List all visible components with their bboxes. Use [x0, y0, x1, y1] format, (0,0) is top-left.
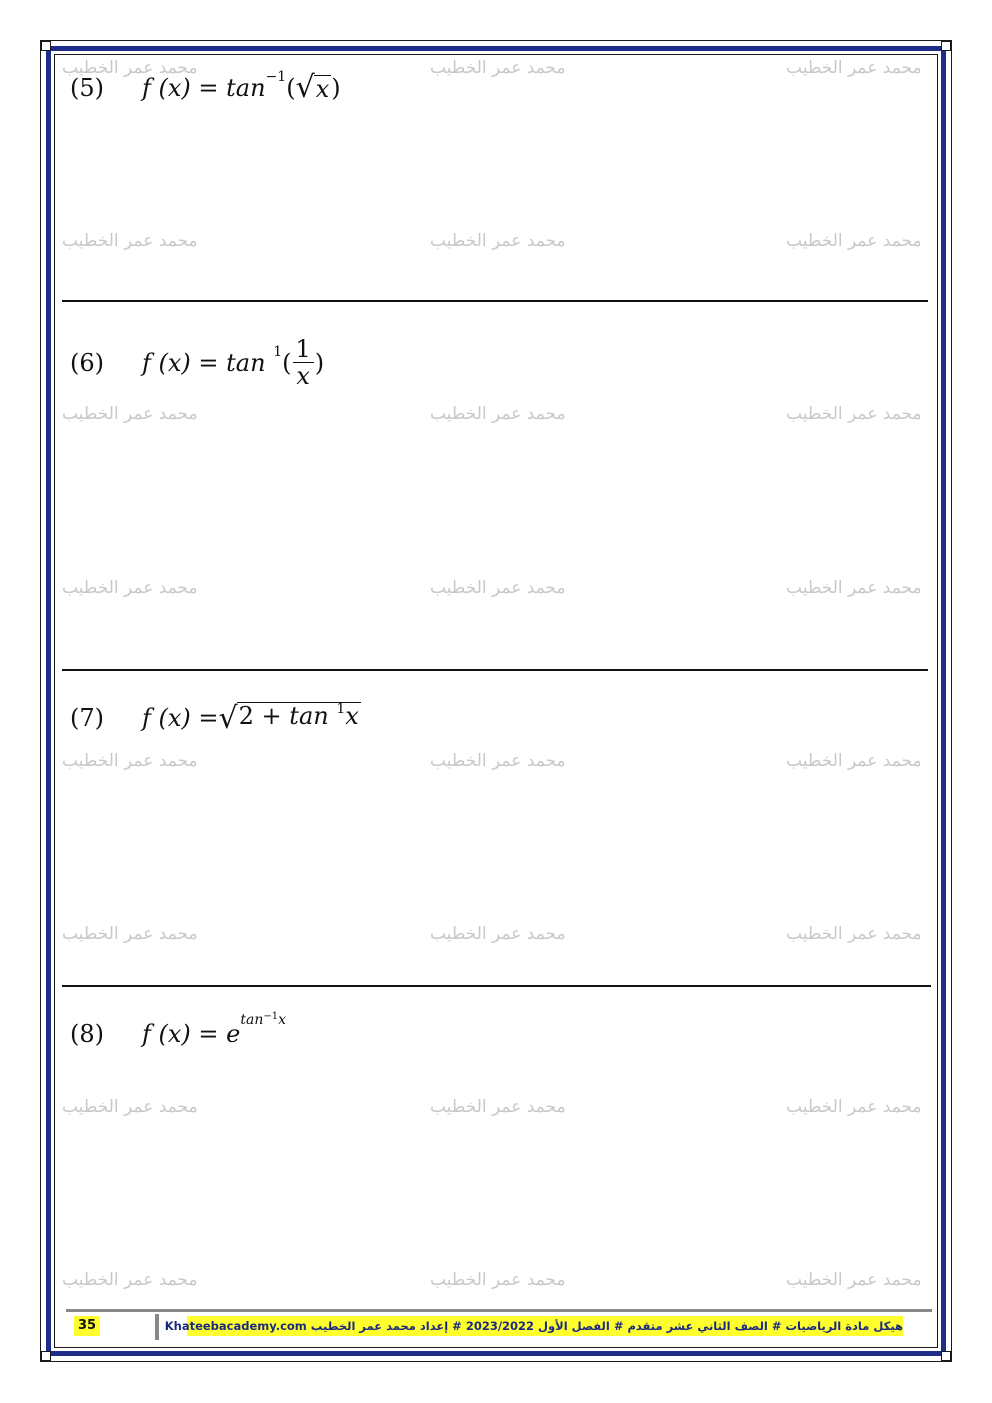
square-root: [295, 70, 332, 105]
corner-ornament-top-right: [941, 41, 951, 51]
paren-open: (: [282, 348, 292, 377]
radicand: [237, 702, 361, 733]
function-name: tan: [289, 702, 329, 730]
numerator: 1: [293, 336, 314, 363]
radicand: x: [315, 75, 330, 103]
problem-number: (5): [70, 74, 104, 102]
radicand-constant: 2 +: [238, 702, 282, 730]
watermark: محمد عمر الخطيب: [786, 751, 922, 771]
watermark: محمد عمر الخطيب: [786, 231, 922, 251]
watermark: محمد عمر الخطيب: [62, 231, 198, 251]
exponent-expression: [240, 1012, 286, 1028]
problem-6: [70, 336, 324, 389]
corner-ornament-top-left: [41, 41, 51, 51]
radical-sign-icon: √: [295, 70, 315, 105]
watermark: محمد عمر الخطيب: [430, 231, 566, 251]
footer-caption: هيكل مادة الرياضيات # الصف الثاني عشر متقدم # الفصل الأول 2023/2022 # إعداد محمد عمر الخطيب Khateebacademy.com: [187, 1316, 903, 1336]
watermark: محمد عمر الخطيب: [786, 924, 922, 944]
problem-5: [70, 69, 341, 105]
paren-close: ): [331, 74, 341, 102]
footer-rule: [66, 1309, 932, 1312]
problem-number: (6): [70, 348, 104, 377]
exponent-variable: x: [278, 1012, 287, 1028]
problem-7: [70, 701, 361, 736]
watermark: محمد عمر الخطيب: [430, 924, 566, 944]
watermark: محمد عمر الخطيب: [62, 578, 198, 598]
watermark: محمد عمر الخطيب: [430, 1097, 566, 1117]
paren-close: ): [314, 348, 325, 377]
exponent: 1: [336, 701, 346, 717]
exponent-function: tan: [240, 1012, 264, 1028]
watermark: محمد عمر الخطيب: [62, 1097, 198, 1117]
fraction: [293, 336, 314, 389]
function-lhs: f (x) =: [142, 348, 219, 377]
denominator: x: [296, 362, 310, 390]
problem-number: (8): [70, 1020, 104, 1048]
function-name: tan: [226, 348, 266, 377]
variable: x: [345, 702, 359, 730]
function-lhs: f (x) =: [142, 74, 219, 102]
watermark: محمد عمر الخطيب: [786, 1270, 922, 1290]
exponent-power: −1: [263, 1011, 279, 1022]
corner-ornament-bottom-right: [941, 1351, 951, 1361]
function-lhs: f (x) =: [142, 1020, 219, 1048]
exponent: −1: [265, 69, 287, 85]
section-divider: [62, 300, 928, 302]
function-lhs: f (x) =: [142, 703, 219, 732]
problem-number: (7): [70, 703, 104, 732]
watermark: محمد عمر الخطيب: [430, 751, 566, 771]
watermark: محمد عمر الخطيب: [786, 578, 922, 598]
watermark: محمد عمر الخطيب: [62, 404, 198, 424]
watermark: محمد عمر الخطيب: [430, 404, 566, 424]
footer-separator: [155, 1314, 159, 1340]
exponent: 1: [273, 343, 283, 360]
watermark: محمد عمر الخطيب: [786, 404, 922, 424]
watermark: محمد عمر الخطيب: [62, 751, 198, 771]
watermark: محمد عمر الخطيب: [62, 924, 198, 944]
watermark: محمد عمر الخطيب: [62, 58, 198, 78]
exponential-base: e: [226, 1020, 241, 1048]
watermark: محمد عمر الخطيب: [430, 58, 566, 78]
watermark: محمد عمر الخطيب: [430, 1270, 566, 1290]
watermark: محمد عمر الخطيب: [786, 58, 922, 78]
section-divider: [62, 985, 931, 987]
corner-ornament-bottom-left: [41, 1351, 51, 1361]
function-name: tan: [226, 74, 266, 102]
watermark: محمد عمر الخطيب: [62, 1270, 198, 1290]
square-root: [218, 701, 361, 736]
radical-sign-icon: √: [218, 701, 238, 736]
paren-open: (: [286, 74, 296, 102]
watermark: محمد عمر الخطيب: [430, 578, 566, 598]
watermark: محمد عمر الخطيب: [786, 1097, 922, 1117]
section-divider: [62, 669, 928, 671]
page-number: 35: [74, 1316, 100, 1336]
problem-8: [70, 1011, 287, 1048]
